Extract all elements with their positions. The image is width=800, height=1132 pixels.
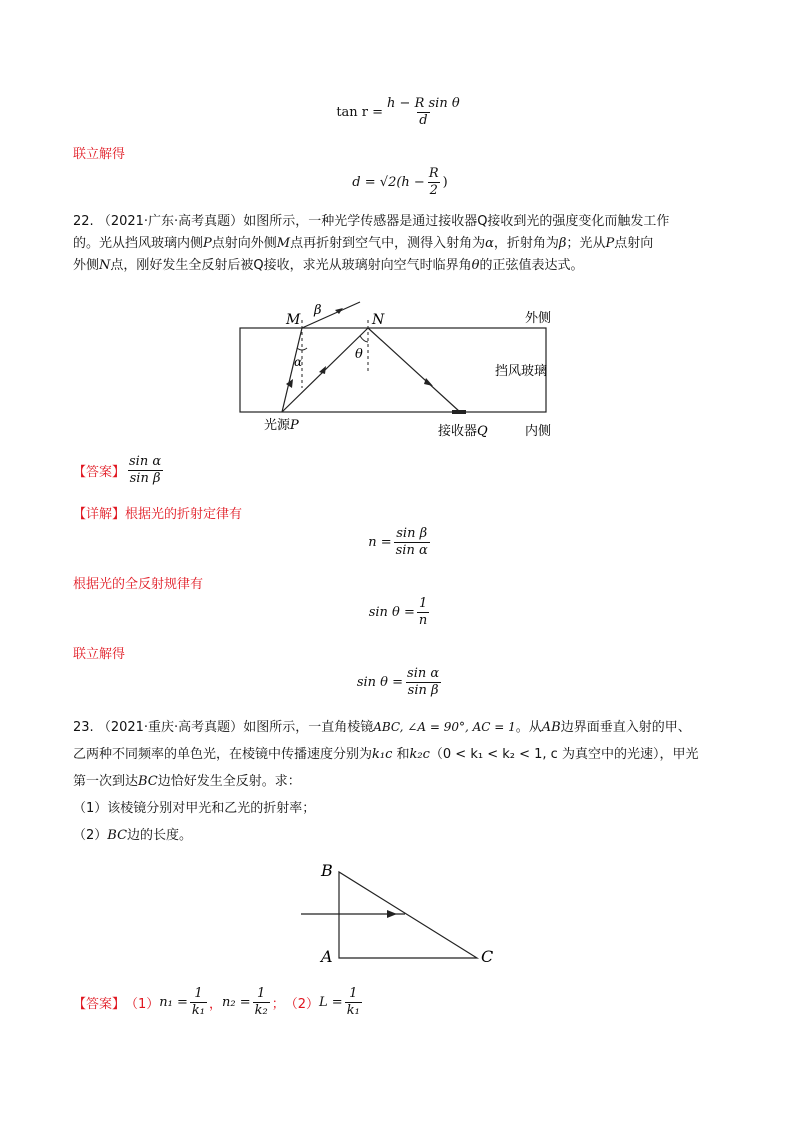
label-outer: 外侧 [525, 311, 552, 326]
label-c: C [481, 947, 494, 966]
label-n: N [372, 312, 385, 328]
fraction: $\frac{1}{\text{k₁}}$ [191, 986, 205, 1018]
question-23: 23. （2021·重庆·高考真题）如图所示，一直角棱镜ABC, ∠A = 90°, AC = 1。从AB边界面垂直入射的甲、 乙两种不同频率的单色光，在棱镜中传播速度分别为k₁c 和k₂c（0 < k₁ < k₂ < 1, c 为真空中的光速），甲光 第一次到达BC边恰好发生全反射。求： （1）该棱镜分别对甲光和乙光的折射率； （2）BC边的长度。 [73, 716, 753, 847]
windshield-diagram [230, 296, 570, 442]
ray-m-out [302, 302, 360, 328]
sub-question-1: （1）该棱镜分别对甲光和乙光的折射率； [73, 801, 316, 816]
equation-d: d = √2(h − $\frac{R}{2}$ ) [352, 166, 448, 198]
equation-final: sin θ = $\frac{\text{sin α}}{\text{sin β}}$ [356, 666, 440, 698]
lianli-heading-1: 联立解得 [73, 147, 126, 162]
question-source: （2021·重庆·高考真题） [97, 720, 244, 735]
question-22: 22. （2021·广东·高考真题）如图所示，一种光学传感器是通过接收器Q接收到光的强度变化而触发工作 的。光从挡风玻璃内侧P点射向外侧M点再折射到空气中，测得入射角为α，折射角为β；光从P点射向 外侧N点，刚好发生全反射后被Q接收，求光从玻璃射向空气时临界角θ的正弦值表达式。 [73, 214, 670, 273]
fraction: $\frac{\text{sin β}}{\text{sin α}}$ [395, 526, 428, 558]
label-m: M [286, 312, 301, 328]
arrow-icon [424, 378, 433, 386]
ray-n-to-q [368, 328, 460, 412]
question-number: 22. [73, 214, 94, 229]
eq-lhs: tan r = [336, 105, 384, 120]
fraction: $\frac{\text{sin α}}{\text{sin β}}$ [129, 454, 162, 486]
question-number: 23. [73, 720, 94, 735]
fraction: $\frac{R}{2}$ [428, 166, 439, 198]
equation-tan-r [0, 96, 800, 129]
answer-tag: 【答案】 [73, 465, 126, 480]
label-glass: 挡风玻璃 [495, 364, 548, 379]
label-alpha: α [294, 355, 303, 369]
label-receiver: 接收器Q [438, 424, 488, 439]
label-theta: θ [355, 347, 363, 362]
label-source: 光源P [264, 418, 299, 433]
sub-question-2: （2）BC边的长度。 [73, 828, 193, 843]
angle-alpha-arc [297, 348, 307, 350]
detail-line: 【详解】根据光的折射定律有 [73, 507, 243, 522]
fraction: $\frac{1}{\text{k₂}}$ [254, 986, 268, 1018]
arrow-icon [387, 910, 397, 918]
fraction: $\frac{1}{n}$ [418, 596, 428, 628]
detail-tag: 【详解】 [73, 507, 126, 522]
equation-sin-theta: sin θ = $\frac{1}{n}$ [368, 596, 428, 628]
angle-theta-arc [360, 336, 368, 342]
lianli-heading-2: 联立解得 [73, 647, 126, 662]
fraction: $\frac{\text{h − R sin θ}}{d}$ [387, 96, 460, 128]
fraction: $\frac{1}{\text{k₁}}$ [346, 986, 360, 1018]
label-b: B [321, 861, 333, 880]
answer-23: 【答案】 （1） n₁ = $\frac{1}{\text{k₁}}$ ， n₂ = $\frac{1}{\text{k₂}}$ ； （2） L = $\frac{1}{\text{k₁}}$ [73, 986, 360, 1018]
question-source: （2021·广东·高考真题） [97, 214, 244, 229]
ray-p-to-m [282, 328, 302, 412]
receiver-icon [452, 410, 466, 414]
prism-triangle [339, 872, 477, 958]
answer-22 [73, 454, 165, 487]
equation-n: n = $\frac{\text{sin β}}{\text{sin α}}$ [368, 526, 428, 558]
arrow-icon [319, 366, 326, 374]
fraction: $\frac{\text{sin α}}{\text{sin β}}$ [407, 666, 440, 698]
label-a: A [321, 947, 333, 966]
label-beta: β [314, 303, 322, 318]
prism-diagram [295, 858, 505, 970]
total-reflection-line: 根据光的全反射规律有 [73, 577, 204, 592]
answer-tag: 【答案】 [73, 997, 126, 1012]
label-inner: 内侧 [525, 424, 552, 439]
